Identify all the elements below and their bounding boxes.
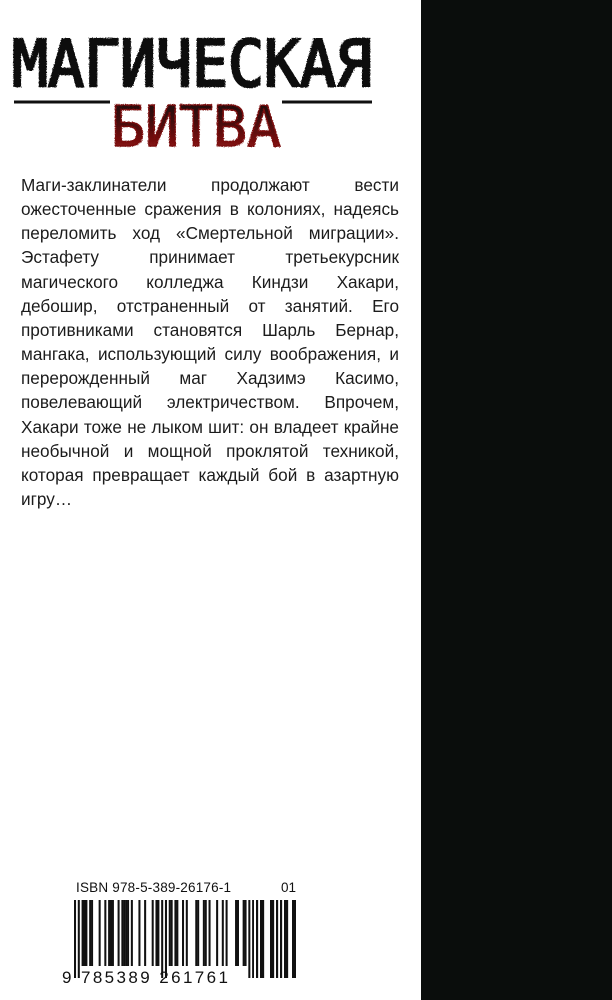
barcode-bar	[248, 900, 250, 978]
barcode-addon-bar	[270, 900, 272, 978]
barcode-digits: 9 785389 261761	[62, 968, 231, 987]
book-title	[0, 14, 421, 154]
barcode-bar	[99, 900, 101, 966]
barcode-addon-bar	[256, 900, 258, 978]
barcode-bar	[182, 900, 184, 966]
barcode-bar	[252, 900, 254, 978]
barcode-bar	[169, 900, 171, 966]
barcode-addon-bar	[272, 900, 274, 978]
barcode-bar	[89, 900, 91, 966]
barcode-bar	[127, 900, 129, 966]
barcode-bar	[138, 900, 140, 966]
barcode-addon-bars	[256, 900, 296, 978]
barcode-bar	[104, 900, 106, 966]
barcode-addon-bar	[292, 900, 294, 978]
barcode-bar	[82, 900, 84, 966]
barcode-bar	[203, 900, 205, 966]
barcode-bar	[121, 900, 123, 966]
barcode-bar	[205, 900, 207, 966]
barcode-addon-bar	[276, 900, 278, 978]
barcode-bar	[110, 900, 112, 966]
barcode-bar	[161, 900, 163, 978]
barcode-bar	[118, 900, 120, 966]
barcode-bar	[155, 900, 157, 966]
barcode-bar	[243, 900, 245, 966]
book-spine	[421, 0, 612, 1000]
barcode-bar	[171, 900, 173, 966]
barcode-bar	[209, 900, 211, 966]
isbn-addon-label: 01	[281, 880, 297, 895]
barcode-bar	[195, 900, 197, 966]
barcode-bar	[125, 900, 127, 966]
title-line-2: БИТВА	[111, 95, 281, 154]
barcode-addon-bar	[280, 900, 282, 978]
barcode-bar	[235, 900, 237, 966]
barcode-addon-bar	[260, 900, 262, 978]
barcode-bar	[165, 900, 167, 978]
barcode-addon-bar	[284, 900, 286, 978]
barcode-bar	[216, 900, 218, 966]
barcode-bar	[152, 900, 154, 966]
barcode-bar	[197, 900, 199, 966]
barcode-bar	[144, 900, 146, 966]
barcode-bar	[245, 900, 247, 966]
isbn-barcode	[60, 880, 390, 990]
title-line-1: МАГИЧЕСКАЯ	[12, 28, 372, 102]
barcode-bar	[85, 900, 87, 966]
barcode-bar	[176, 900, 178, 966]
barcode-bar	[131, 900, 133, 966]
barcode-addon-bar	[262, 900, 264, 978]
barcode-bar	[237, 900, 239, 966]
barcode-addon-bar	[294, 900, 296, 978]
barcode-bars	[74, 900, 254, 978]
barcode-addon-bar	[286, 900, 288, 978]
barcode-bar	[78, 900, 80, 978]
isbn-label: ISBN 978-5-389-26176-1	[76, 880, 232, 895]
barcode-bar	[74, 900, 76, 978]
barcode-bar	[226, 900, 228, 966]
barcode-bar	[174, 900, 176, 966]
barcode-bar	[157, 900, 159, 966]
barcode-bar	[91, 900, 93, 966]
barcode-bar	[222, 900, 224, 966]
barcode-bar	[112, 900, 114, 966]
blurb-text: Маги-заклинатели продолжают вести ожесточенные сражения в колониях, надеясь переломить ход «Смертельной миграции». Эстафету принимает третьекурсник магического колледжа Киндзи Хакари, дебошир, отстраненный от занятий. Его противниками становятся Шарль Бернар, мангака, использующий силу воображения, и перерожденный маг Хадзимэ Касимо, повелевающий электричеством. Впрочем, Хакари тоже не лыком шит: он владеет крайне необычной и мощной проклятой техникой, которая превращает каждый бой в азартную игру…	[21, 175, 399, 510]
barcode-bar	[83, 900, 85, 966]
barcode-bar	[123, 900, 125, 966]
barcode-bar	[186, 900, 188, 966]
barcode-bar	[108, 900, 110, 966]
